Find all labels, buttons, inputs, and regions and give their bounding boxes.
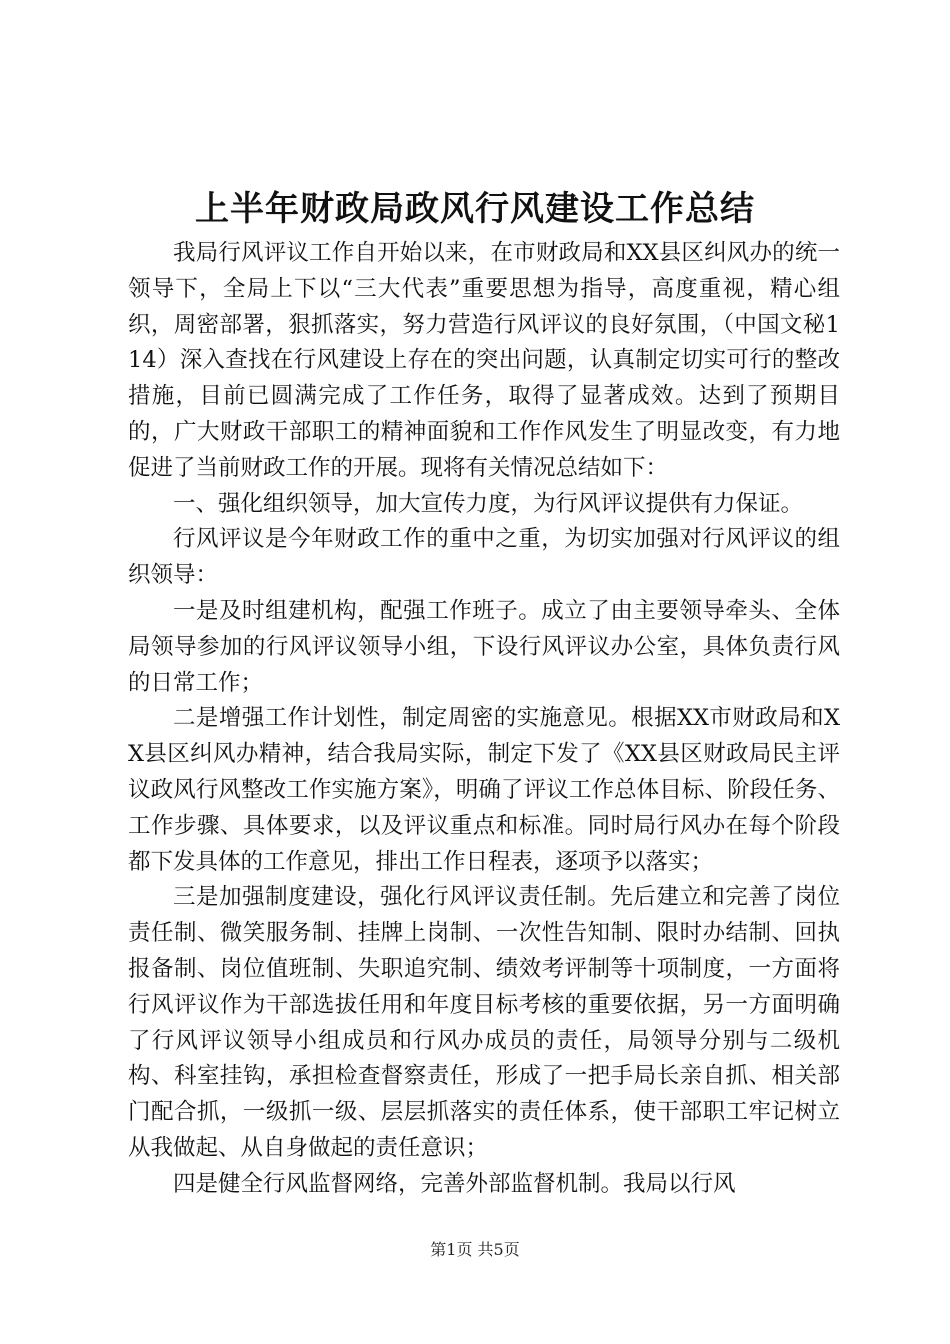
paragraph-intro: 我局行风评议工作自开始以来，在市财政局和XX县区纠风办的统一领导下，全局上下以“三大代表”重要思想为指导，高度重视，精心组织，周密部署，狠抓落实，努力营造行风评议的良好氛围，（中国文秘114）深入查找在行风建设上存在的突出问题，认真制定切实可行的整改措施，目前已圆满完成了工作任务，取得了显著成效。达到了预期目的，广大财政干部职工的精神面貌和工作作风发生了明显改变，有力地促进了当前财政工作的开展。现将有关情况总结如下：	[128, 240, 840, 481]
page-number-footer: 第1页 共5页	[430, 1240, 520, 1259]
document-title: 上半年财政局政风行风建设工作总结	[195, 189, 755, 229]
paragraph: 行风评议是今年财政工作的重中之重，为切实加强对行风评议的组织领导：	[128, 526, 840, 589]
paragraph-section-heading: 一、强化组织领导，加大宣传力度，为行风评议提供有力保证。	[173, 490, 804, 517]
document-body	[128, 236, 840, 1203]
paragraph: 二是增强工作计划性，制定周密的实施意见。根据XX市财政局和XX县区纠风办精神，结合我局实际，制定下发了《XX县区财政局民主评议政风行风整改工作实施方案》，明确了评议工作总体目标、阶段任务、工作步骤、具体要求，以及评议重点和标准。同时局行风办在每个阶段都下发具体的工作意见，排出工作日程表，逐项予以落实；	[128, 705, 840, 875]
paragraph: 三是加强制度建设，强化行风评议责任制。先后建立和完善了岗位责任制、微笑服务制、挂牌上岗制、一次性告知制、限时办结制、回执报备制、岗位值班制、失职追究制、绩效考评制等十项制度，一方面将行风评议作为干部选拔任用和年度目标考核的重要依据，另一方面明确了行风评议领导小组成员和行风办成员的责任，局领导分别与二级机构、科室挂钩，承担检查督察责任，形成了一把手局长亲自抓、相关部门配合抓，一级抓一级、层层抓落实的责任体系，使干部职工牢记树立从我做起、从自身做起的责任意识；	[128, 884, 840, 1161]
paragraph: 四是健全行风监督网络，完善外部监督机制。我局以行风	[173, 1170, 736, 1197]
paragraph: 一是及时组建机构，配强工作班子。成立了由主要领导牵头、全体局领导参加的行风评议领导小组，下设行风评议办公室，具体负责行风的日常工作；	[128, 597, 840, 696]
